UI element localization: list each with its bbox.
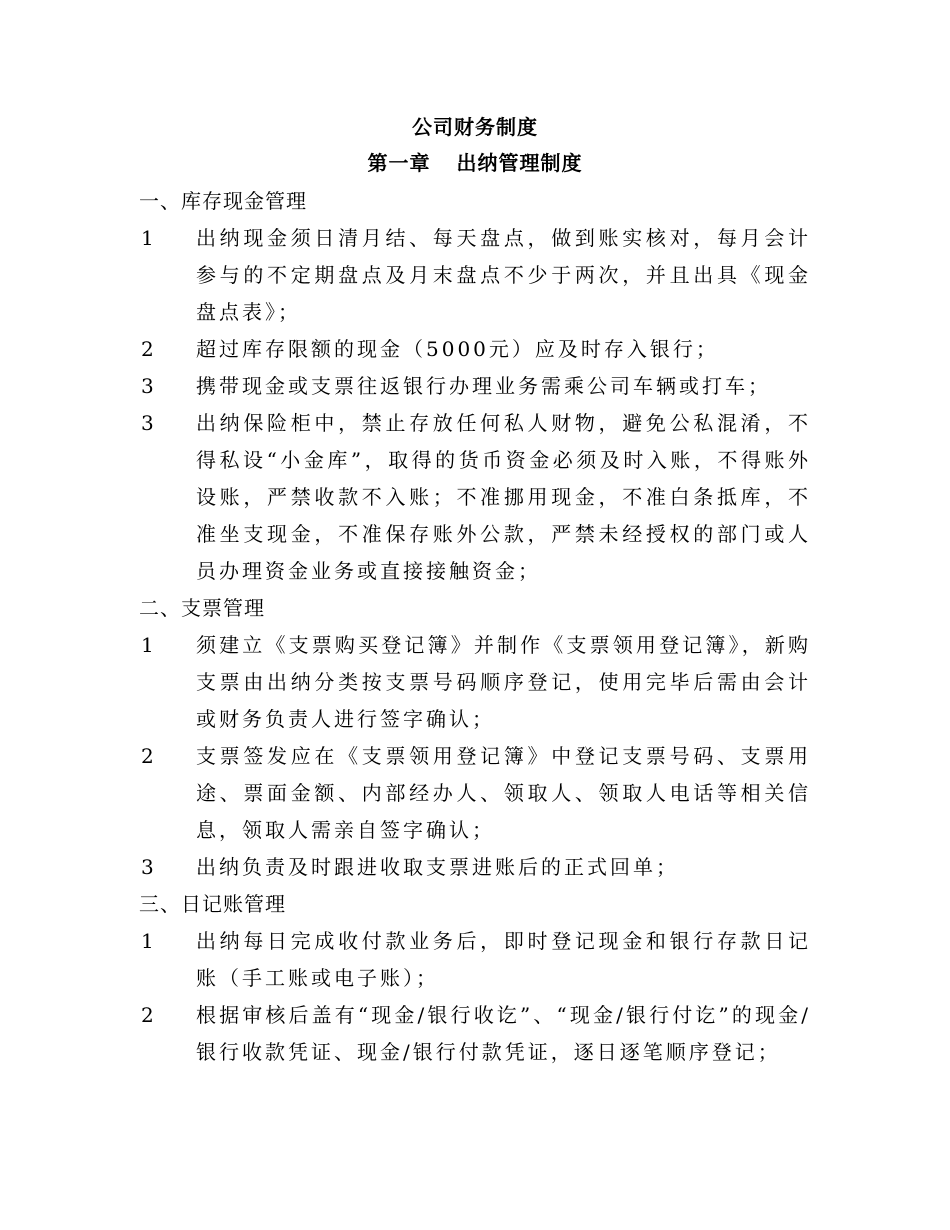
item-number: 1 [141, 226, 154, 250]
item-text: 出纳现金须日清月结、每天盘点，做到账实核对，每月会计参与的不定期盘点及月末盘点不少于两次，并且出具《现金盘点表》； [196, 226, 811, 324]
section-heading-cash: 一、库存现金管理 [139, 189, 307, 213]
item-text: 出纳保险柜中，禁止存放任何私人财物，避免公私混淆，不得私设“小金库”，取得的货币资金必须及时入账，不得账外设账，严禁收款不入账；不准挪用现金，不准白条抵库，不准坐支现金，不准保存账外公款，严禁未经授权的部门或人员办理资金业务或直接接触资金； [196, 411, 811, 583]
chapter-label: 第一章 [367, 151, 431, 175]
list-item [139, 923, 811, 997]
list-item [139, 627, 811, 738]
item-number: 2 [141, 744, 154, 768]
list-item [139, 331, 811, 368]
list-item [139, 849, 811, 886]
item-text: 超过库存限额的现金（5000元）应及时存入银行； [196, 337, 719, 361]
item-number: 1 [141, 929, 154, 953]
item-text: 支票签发应在《支票领用登记簿》中登记支票号码、支票用途、票面金额、内部经办人、领取人、领取人电话等相关信息，领取人需亲自签字确认； [196, 744, 811, 842]
section-heading-journal: 三、日记账管理 [139, 892, 286, 916]
document-title: 公司财务制度 [412, 115, 538, 139]
item-text: 出纳每日完成收付款业务后，即时登记现金和银行存款日记账（手工账或电子账）； [196, 929, 811, 990]
list-item [139, 997, 811, 1071]
item-number: 3 [141, 411, 154, 435]
list-item [139, 738, 811, 849]
list-item [139, 368, 811, 405]
chapter-name: 出纳管理制度 [456, 151, 583, 175]
item-number: 3 [141, 855, 154, 879]
item-text: 须建立《支票购买登记簿》并制作《支票领用登记簿》，新购支票由出纳分类按支票号码顺序登记，使用完毕后需由会计或财务负责人进行签字确认； [196, 633, 811, 731]
item-text: 根据审核后盖有“现金/银行收讫”、“现金/银行付讫”的现金/银行收款凭证、现金/银行付款凭证，逐日逐笔顺序登记； [196, 1003, 811, 1064]
list-item [139, 405, 811, 590]
item-number: 2 [141, 1003, 154, 1027]
chapter-heading [0, 148, 950, 178]
section-heading-checks: 二、支票管理 [139, 596, 265, 620]
item-number: 3 [141, 374, 154, 398]
list-item [139, 220, 811, 331]
item-number: 2 [141, 337, 154, 361]
item-text: 出纳负责及时跟进收取支票进账后的正式回单； [196, 855, 679, 879]
item-text: 携带现金或支票往返银行办理业务需乘公司车辆或打车； [196, 374, 771, 398]
document-body [139, 183, 811, 1071]
item-number: 1 [141, 633, 154, 657]
